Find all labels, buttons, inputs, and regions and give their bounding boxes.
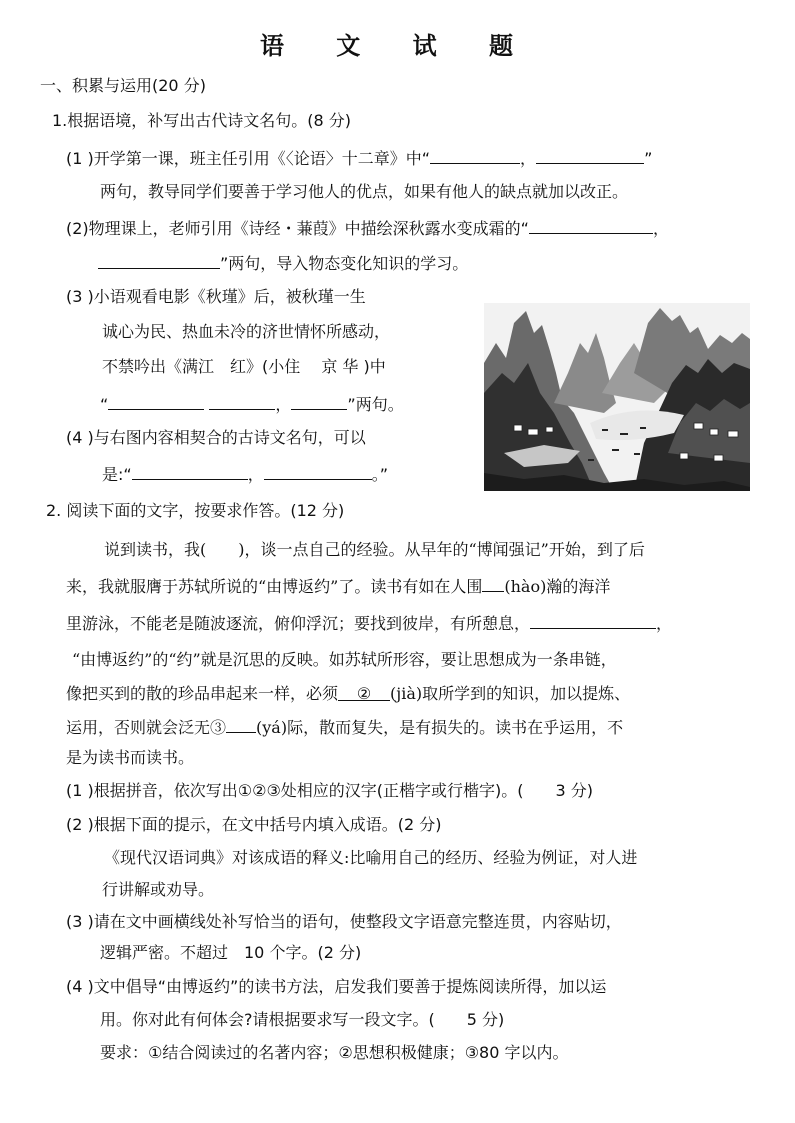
answer-blank[interactable] bbox=[108, 393, 204, 410]
question-2-sub-3-line-1: (3 )请在文中画横线处补写恰当的语句，使整段文字语意完整连贯，内容贴切， bbox=[66, 912, 622, 931]
question-1-part-2-line-2 bbox=[98, 252, 468, 274]
q1-p4-prefix: 是:“ bbox=[102, 465, 132, 484]
question-2-stem: 2. 阅读下面的文字，按要求作答。(12 分) bbox=[46, 501, 345, 520]
q1-p4-end: 。” bbox=[371, 465, 388, 484]
question-2-requirements: 要求：①结合阅读过的名著内容；②思想积极健康；③80 字以内。 bbox=[100, 1043, 569, 1062]
passage-line-4: “由博返约”的“约”就是沉思的反映。如苏轼所形容，要让思想成为一条串链， bbox=[72, 650, 617, 669]
question-1-part-1-line-1 bbox=[66, 147, 652, 169]
section-heading: 一、积累与运用(20 分) bbox=[40, 76, 206, 95]
q1-p3-open-quote: “ bbox=[100, 395, 109, 414]
answer-blank[interactable] bbox=[430, 147, 520, 164]
passage-text: 来，我就服膺于苏轼所说的“由博返约”了。读书有如在人围 bbox=[66, 577, 483, 596]
q1-p2-end: ， bbox=[652, 219, 669, 238]
answer-blank[interactable] bbox=[482, 575, 504, 592]
question-2-definition-line-1: 《现代汉语词典》对该成语的释义:比喻用自己的经历、经验为例证，对人进 bbox=[104, 848, 638, 867]
q1-p3-comma: ， bbox=[275, 395, 292, 414]
answer-blank[interactable] bbox=[530, 612, 656, 629]
passage-text: 里游泳，不能老是随波逐流，俯仰浮沉；要找到彼岸，有所憩息， bbox=[66, 614, 531, 633]
question-2-sub-4-line-1: (4 )文中倡导“由博返约”的读书方法，启发我们要善于提炼阅读所得，加以运 bbox=[66, 977, 607, 996]
pinyin-ya: (yá)际，散而复失，是有损失的。读书在乎运用，不 bbox=[256, 718, 624, 737]
question-1-part-4-line-1: (4 )与右图内容相契合的古诗文名句，可以 bbox=[66, 428, 366, 447]
passage-line-5 bbox=[66, 684, 630, 704]
answer-blank[interactable] bbox=[291, 393, 347, 410]
question-1-part-3-line-2: 诚心为民、热血未冷的济世情怀所感动， bbox=[102, 322, 391, 341]
pinyin-hao: (hào)瀚的海洋 bbox=[504, 577, 611, 596]
pinyin-jia: (jià)取所学到的知识，加以提炼、 bbox=[390, 684, 631, 703]
q1-p4-comma: ， bbox=[247, 465, 264, 484]
q1-p2-line2-text: ”两句，导入物态变化知识的学习。 bbox=[220, 254, 469, 273]
q1-p1-quote: ” bbox=[644, 149, 653, 168]
landscape-painting bbox=[484, 303, 750, 491]
question-1-part-1-line-2: 两句，教导同学们要善于学习他人的优点，如果有他人的缺点就加以改正。 bbox=[100, 182, 629, 201]
question-2-sub-4-line-2: 用。你对此有何体会?请根据要求写一段文字。( 5 分) bbox=[100, 1010, 505, 1029]
passage-line-1: 说到读书，我( )，谈一点自己的经验。从早年的“博闻强记”开始，到了后 bbox=[104, 540, 645, 559]
answer-blank-2[interactable]: ② bbox=[338, 684, 390, 701]
question-2-sub-2: (2 )根据下面的提示，在文中括号内填入成语。(2 分) bbox=[66, 815, 442, 834]
passage-line-6 bbox=[66, 716, 623, 738]
q1-p3-end: ”两句。 bbox=[347, 395, 404, 414]
question-2-sub-1: (1 )根据拼音，依次写出①②③处相应的汉字(正楷字或行楷字)。( 3 分) bbox=[66, 781, 594, 800]
answer-blank[interactable] bbox=[529, 217, 653, 234]
question-1-part-2-line-1 bbox=[66, 217, 669, 239]
answer-blank[interactable] bbox=[536, 147, 644, 164]
passage-text: 像把买到的散的珍品串起来一样，必须 bbox=[66, 684, 339, 703]
question-1-part-3-line-3: 不禁吟出《满江 红》(小住 京 华 )中 bbox=[102, 357, 386, 376]
q1-p2-text: (2)物理课上，老师引用《诗经・蒹葭》中描绘深秋露水变成霜的“ bbox=[66, 219, 529, 238]
q1-p1-comma: ， bbox=[520, 149, 537, 168]
answer-blank[interactable] bbox=[98, 252, 220, 269]
question-2-definition-line-2: 行讲解或劝导。 bbox=[102, 880, 215, 899]
question-1-stem: 1.根据语境，补写出古代诗文名句。(8 分) bbox=[52, 111, 352, 130]
passage-line-2 bbox=[66, 575, 610, 597]
answer-blank[interactable] bbox=[264, 463, 372, 480]
answer-blank-3[interactable] bbox=[226, 716, 256, 733]
answer-blank[interactable] bbox=[209, 393, 275, 410]
passage-line-7: 是为读书而读书。 bbox=[66, 748, 195, 767]
question-2-sub-3-line-2: 逻辑严密。不超过 10 个字。(2 分) bbox=[100, 943, 362, 962]
question-1-part-3-line-1: (3 )小语观看电影《秋瑾》后，被秋瑾一生 bbox=[66, 287, 366, 306]
page-title: 语 文 试 题 bbox=[259, 31, 536, 60]
passage-text: 运用，否则就会泛无③ bbox=[66, 718, 227, 737]
passage-comma: ， bbox=[656, 614, 673, 633]
answer-blank[interactable] bbox=[132, 463, 248, 480]
passage-line-3 bbox=[66, 612, 672, 634]
q1-p1-text: (1 )开学第一课，班主任引用《〈论语〉十二章》中“ bbox=[66, 149, 431, 168]
question-1-part-3-line-4 bbox=[100, 393, 404, 415]
question-1-part-4-line-2 bbox=[102, 463, 388, 485]
